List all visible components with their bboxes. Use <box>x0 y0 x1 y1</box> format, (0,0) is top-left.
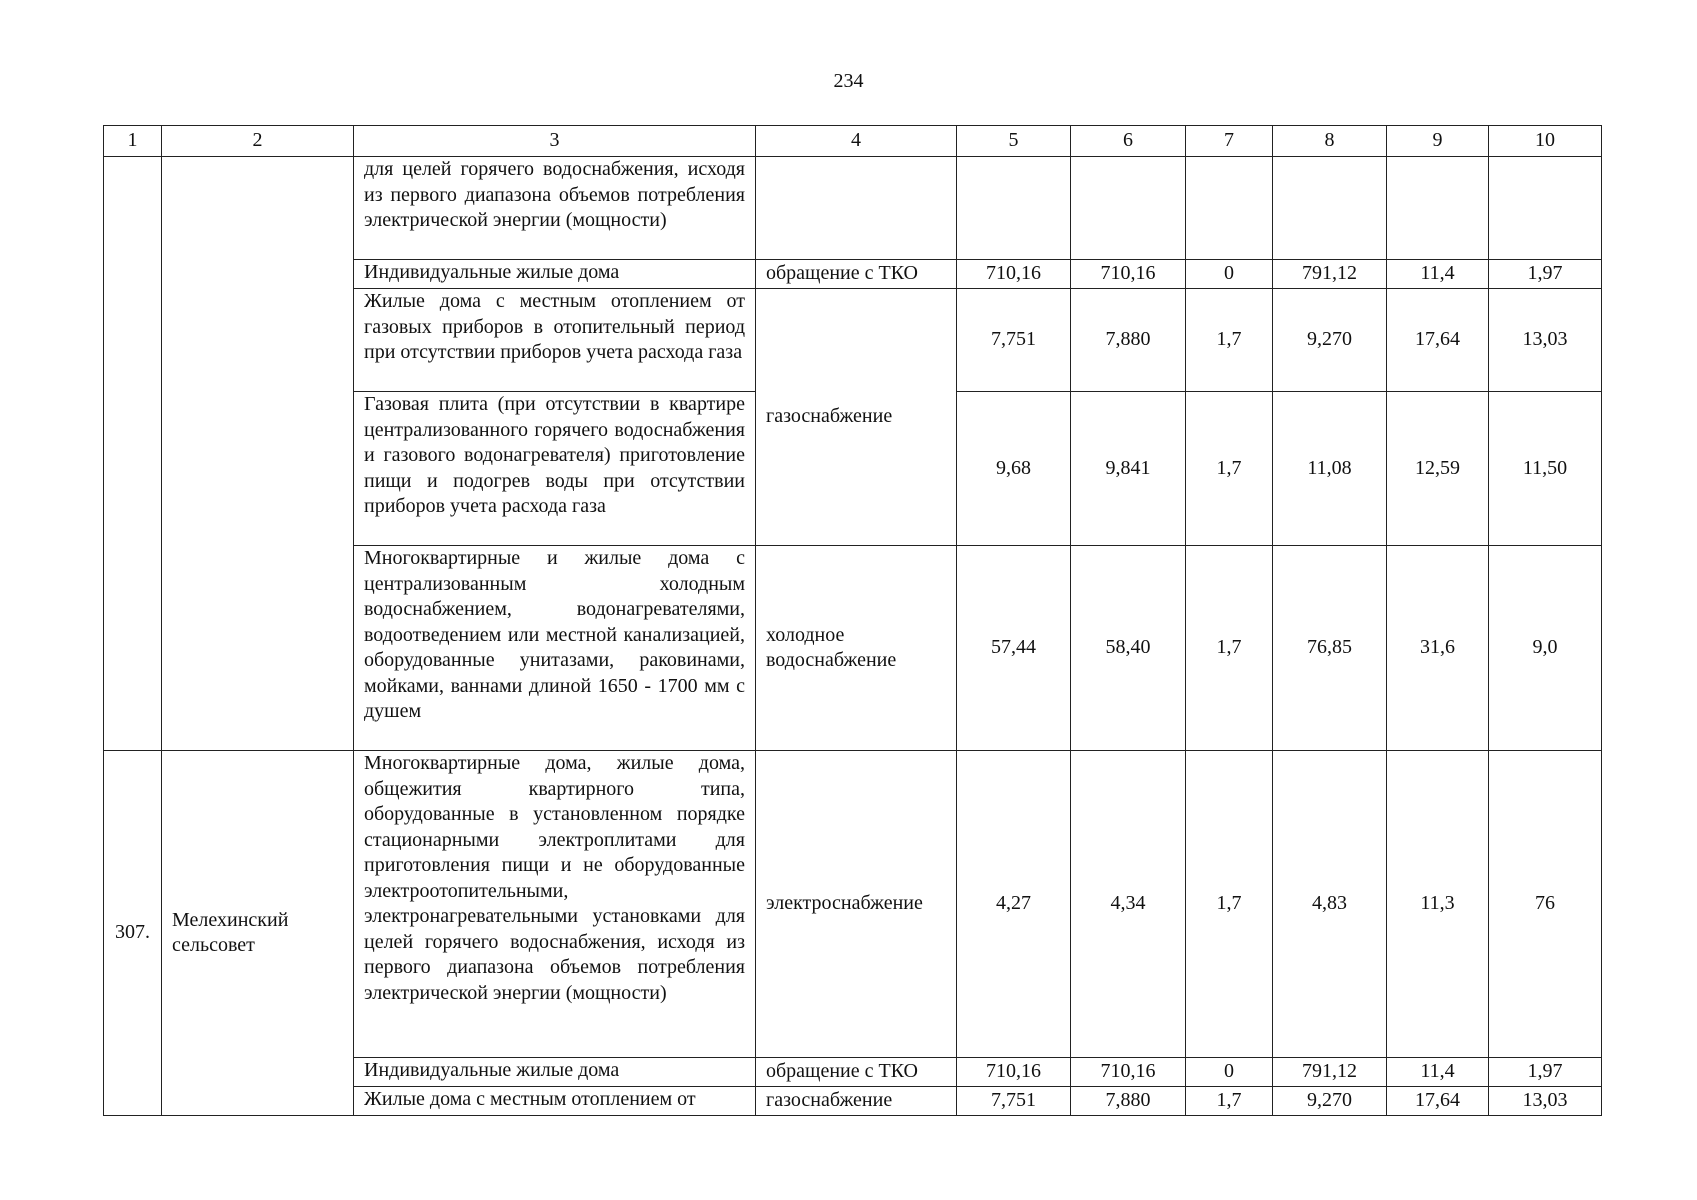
settlement-cell: Мелехинский сельсовет <box>162 751 354 1116</box>
value-cell: 4,27 <box>957 751 1071 1058</box>
value-cell: 1,7 <box>1186 546 1273 751</box>
service-cell <box>756 157 957 260</box>
header-cell: 7 <box>1186 126 1273 157</box>
table-row <box>104 751 1602 1058</box>
value-cell: 710,16 <box>1071 260 1186 289</box>
header-cell: 10 <box>1489 126 1602 157</box>
value-cell <box>1273 157 1387 260</box>
value-cell: 13,03 <box>1489 289 1602 392</box>
value-cell: 0 <box>1186 1058 1273 1087</box>
description-cell: Многоквартирные и жилые дома с централизованным холодным водоснабжением, водонагревателями, водоотведением или местной канализацией, оборудованные унитазами, раковинами, мойками, ваннами длиной 1650 - 1700 мм с душем <box>354 546 756 751</box>
value-cell: 76,85 <box>1273 546 1387 751</box>
header-cell: 9 <box>1387 126 1489 157</box>
value-cell: 791,12 <box>1273 1058 1387 1087</box>
value-cell: 9,270 <box>1273 289 1387 392</box>
value-cell: 1,7 <box>1186 751 1273 1058</box>
value-cell: 4,83 <box>1273 751 1387 1058</box>
service-cell: обращение с ТКО <box>756 1058 957 1087</box>
value-cell: 57,44 <box>957 546 1071 751</box>
row-number-cell: 307. <box>104 751 162 1116</box>
header-cell: 8 <box>1273 126 1387 157</box>
value-cell: 1,7 <box>1186 289 1273 392</box>
value-cell: 1,97 <box>1489 260 1602 289</box>
service-cell: газоснабжение <box>756 1087 957 1116</box>
value-cell <box>957 157 1071 260</box>
value-cell: 9,68 <box>957 392 1071 546</box>
description-cell: Газовая плита (при отсутствии в квартире централизованного горячего водоснабжения и газового водонагревателя) приготовление пищи и подогрев воды при отсутствии приборов учета расхода газа <box>354 392 756 546</box>
value-cell: 1,7 <box>1186 392 1273 546</box>
value-cell: 4,34 <box>1071 751 1186 1058</box>
description-cell: Индивидуальные жилые дома <box>354 260 756 289</box>
service-cell: электроснабжение <box>756 751 957 1058</box>
service-cell: газоснабжение <box>756 289 957 546</box>
value-cell <box>1489 157 1602 260</box>
header-cell: 4 <box>756 126 957 157</box>
value-cell <box>1186 157 1273 260</box>
value-cell: 11,08 <box>1273 392 1387 546</box>
value-cell: 9,0 <box>1489 546 1602 751</box>
description-cell: для целей горячего водоснабжения, исходя из первого диапазона объемов потребления электрической энергии (мощности) <box>354 157 756 260</box>
tariff-table <box>103 125 1602 1116</box>
value-cell: 76 <box>1489 751 1602 1058</box>
service-cell: обращение с ТКО <box>756 260 957 289</box>
value-cell: 17,64 <box>1387 289 1489 392</box>
description-cell: Многоквартирные дома, жилые дома, общежития квартирного типа, оборудованные в установленном порядке стационарными электроплитами для приготовления пищи и не оборудованные электроотопительными, электронагревательными установками для целей горячего водоснабжения, исходя из первого диапазона объемов потребления электрической энергии (мощности) <box>354 751 756 1058</box>
value-cell: 7,751 <box>957 289 1071 392</box>
value-cell: 58,40 <box>1071 546 1186 751</box>
header-cell: 5 <box>957 126 1071 157</box>
value-cell: 12,59 <box>1387 392 1489 546</box>
description-cell: Жилые дома с местным отоплением от газовых приборов в отопительный период при отсутствии приборов учета расхода газа <box>354 289 756 392</box>
value-cell: 0 <box>1186 260 1273 289</box>
value-cell: 17,64 <box>1387 1087 1489 1116</box>
value-cell: 9,270 <box>1273 1087 1387 1116</box>
header-row <box>104 126 1602 157</box>
value-cell: 11,3 <box>1387 751 1489 1058</box>
header-cell: 1 <box>104 126 162 157</box>
value-cell: 791,12 <box>1273 260 1387 289</box>
value-cell: 1,7 <box>1186 1087 1273 1116</box>
value-cell: 7,880 <box>1071 1087 1186 1116</box>
value-cell: 7,751 <box>957 1087 1071 1116</box>
value-cell <box>1071 157 1186 260</box>
description-cell: Индивидуальные жилые дома <box>354 1058 756 1087</box>
value-cell: 710,16 <box>1071 1058 1186 1087</box>
header-cell: 6 <box>1071 126 1186 157</box>
value-cell: 9,841 <box>1071 392 1186 546</box>
description-cell: Жилые дома с местным отоплением от <box>354 1087 756 1116</box>
service-cell: холодное водоснабжение <box>756 546 957 751</box>
table-row <box>104 157 1602 260</box>
value-cell: 710,16 <box>957 260 1071 289</box>
value-cell <box>1387 157 1489 260</box>
page-number: 234 <box>833 70 864 92</box>
row-number-cell <box>104 157 162 751</box>
header-cell: 3 <box>354 126 756 157</box>
value-cell: 7,880 <box>1071 289 1186 392</box>
value-cell: 31,6 <box>1387 546 1489 751</box>
value-cell: 1,97 <box>1489 1058 1602 1087</box>
value-cell: 13,03 <box>1489 1087 1602 1116</box>
settlement-cell <box>162 157 354 751</box>
value-cell: 710,16 <box>957 1058 1071 1087</box>
value-cell: 11,50 <box>1489 392 1602 546</box>
header-cell: 2 <box>162 126 354 157</box>
value-cell: 11,4 <box>1387 260 1489 289</box>
value-cell: 11,4 <box>1387 1058 1489 1087</box>
